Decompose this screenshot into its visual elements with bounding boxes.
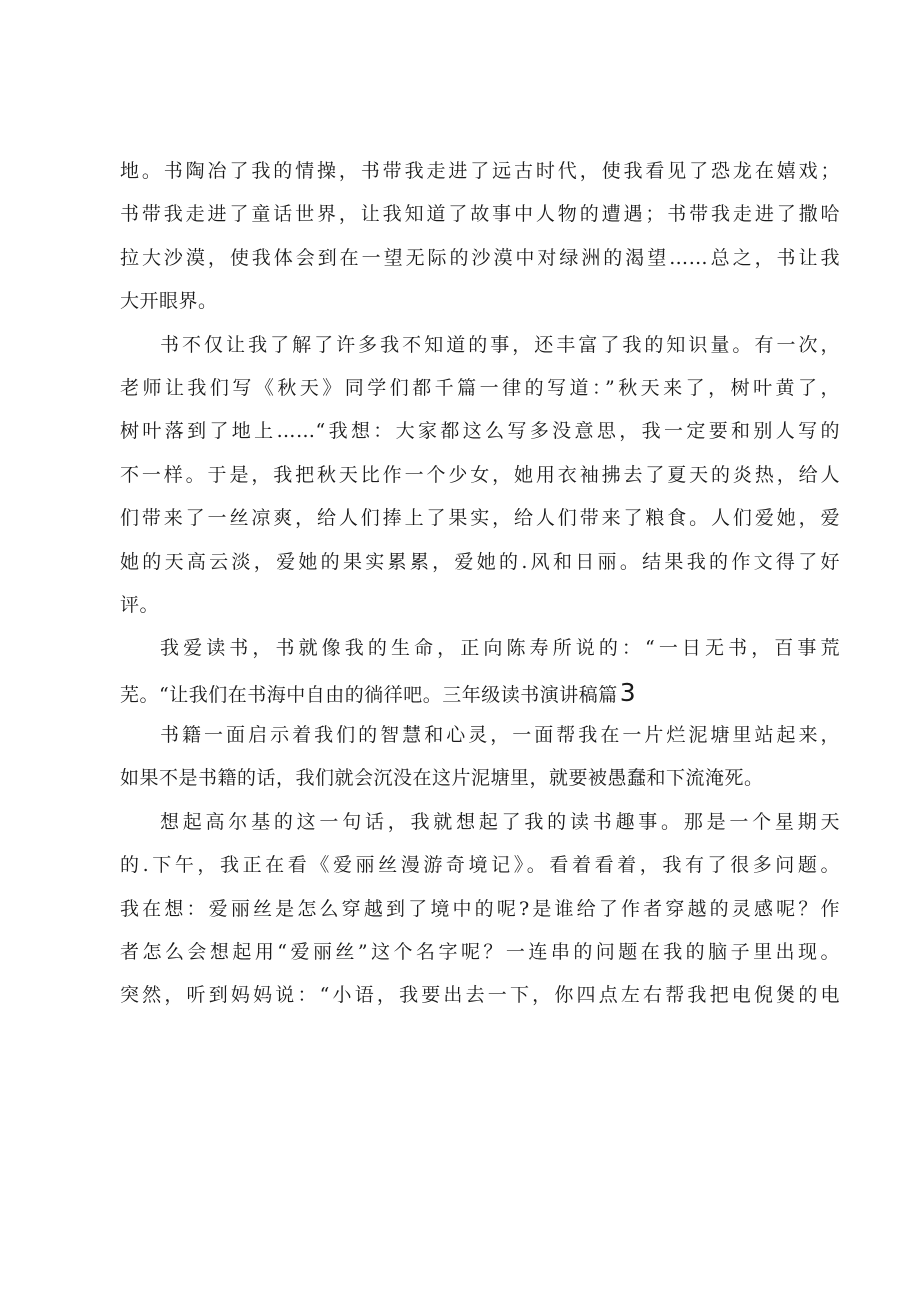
paragraph: [120, 627, 840, 670]
paragraph: [120, 714, 840, 801]
text-line: 书带我走进了童话世界，让我知道了故事中人物的遭遇；书带我走进了撒哈: [120, 203, 840, 226]
text-line: 的.下午，我正在看《爱丽丝漫游奇境记》。看着看着，我有了很多问题。: [120, 854, 840, 877]
text-line: 老师让我们写《秋天》同学们都千篇一律的写道：”秋天来了，树叶黄了，: [120, 376, 840, 399]
text-line: 她的天高云淡，爱她的果实累累，爱她的.风和日丽。结果我的作文得了好: [120, 550, 840, 573]
paragraph: [120, 150, 840, 324]
text-line: 书不仅让我了解了许多我不知道的事，还丰富了我的知识量。有一次，: [160, 333, 840, 356]
text-line: 如果不是书籍的话，我们就会沉没在这片泥塘里，就要被愚蠢和下流淹死。: [120, 767, 764, 790]
text-line: 地。书陶冶了我的情操，书带我走进了远古时代，使我看见了恐龙在嬉戏；: [120, 160, 840, 182]
text-line: 书籍一面启示着我们的智慧和心灵，一面帮我在一片烂泥塘里站起来，: [160, 724, 840, 747]
section-number: 3: [619, 677, 637, 707]
paragraph: [120, 671, 840, 714]
text-line: 不一样。于是，我把秋天比作一个少女，她用衣袖拂去了夏天的炎热，给人: [120, 463, 840, 486]
text-line: 大开眼界。: [120, 290, 218, 313]
text-run: 芜。“让我们在书海中自由的徜徉吧。三年级读书演讲稿篇: [120, 683, 618, 706]
paragraph: [120, 801, 840, 1018]
document-body: [120, 150, 840, 1018]
text-line: 想起高尔基的这一句话，我就想起了我的读书趣事。那是一个星期天: [160, 810, 840, 833]
text-line: 评。: [120, 593, 160, 616]
text-line: 们带来了一丝凉爽，给人们捧上了果实，给人们带来了粮食。人们爱她，爱: [120, 507, 840, 530]
text-line: 我爱读书，书就像我的生命，正向陈寿所说的：“一日无书，百事荒: [160, 637, 840, 660]
text-line: 树叶落到了地上……“我想：大家都这么写多没意思，我一定要和别人写的: [120, 420, 840, 443]
text-line: 拉大沙漠，使我体会到在一望无际的沙漠中对绿洲的渴望……总之，书让我: [120, 246, 840, 269]
text-line: 我在想：爱丽丝是怎么穿越到了境中的呢?是谁给了作者穿越的灵感呢？作: [120, 897, 840, 920]
paragraph: [120, 324, 840, 628]
section-heading-line: [120, 671, 840, 714]
text-line: 突然，听到妈妈说：“小语，我要出去一下，你四点左右帮我把电倪煲的电: [120, 984, 840, 1007]
text-line: 者怎么会想起用“爱丽丝”这个名字呢？一连串的问题在我的脑子里出现。: [120, 941, 840, 964]
